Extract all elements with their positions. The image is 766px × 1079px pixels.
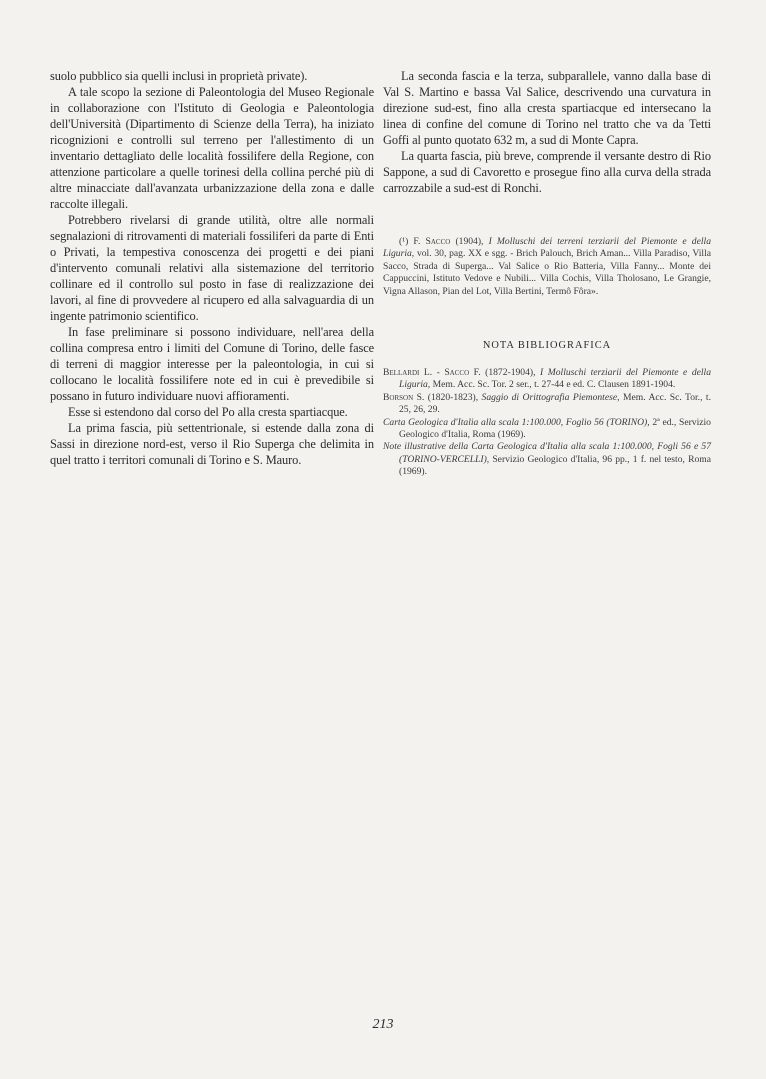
footnote-author: F. Sacco (413, 236, 451, 247)
ref-rest: 2ª ed., Servizio Geologico d'Italia, Roma (1969). (399, 416, 711, 441)
bibliography-entry (383, 441, 711, 478)
bibliography-entry (383, 392, 711, 417)
ref-year: (1820-1823), (427, 391, 479, 403)
ref-author: Borson S. (383, 391, 425, 403)
paragraph: A tale scopo la sezione di Paleontologia del Museo Regionale in collaborazione con l'Istituto di Geologia e Paleontologia dell'Università (Dipartimento di Scienze della Terra), ha iniziato ricognizioni e controlli sul terreno per l'allestimento di un inventario dettagliato delle località fossilifere della Regione, con attenzione particolare a quelle torinesi della collina perché più di altre minacciate dall'avanzata urbanizzazione della zona e dalle raccolte illegali. (50, 85, 374, 211)
paragraph: La seconda fascia e la terza, subparallele, vanno dalla base di Val S. Martino e bassa Val Salice, descrivendo una curvatura in direzione sud-est, fino alla cresta spartiacque ed intersecano la linea di confine del comune di Torino nel tratto che va da Tetti Goffi al punto quotato 632 m, a sud di Monte Capra. (383, 69, 711, 147)
ref-rest: Mem. Acc. Sc. Tor., t. 25, 26, 29. (399, 391, 711, 416)
ref-title: Carta Geologica d'Italia alla scala 1:100.000, Foglio 56 (TORINO), (383, 416, 650, 428)
paragraph: Esse si estendono dal corso del Po alla cresta spartiacque. (68, 405, 348, 419)
page-number: 213 (372, 1017, 394, 1032)
paragraph: In fase preliminare si possono individuare, nell'area della collina compresa entro i limiti del Comune di Torino, delle fasce di terreni di maggior interesse per la paleontologia, in cui si collocano le località fossilifere note ed in cui è prevedibile si possano in futuro individuare nuovi affioramenti. (50, 325, 374, 403)
bibliography-entry (383, 367, 711, 392)
footnote (383, 236, 711, 298)
ref-rest: Mem. Acc. Sc. Tor. 2 ser., t. 27-44 e ed. C. Clausen 1891-1904. (432, 379, 676, 391)
ref-rest: Servizio Geologico d'Italia, 96 pp., 1 f. nel testo, Roma (1969). (399, 453, 711, 478)
bibliography-heading: NOTA BIBLIOGRAFICA (482, 340, 612, 352)
ref-title: Note illustrative della Carta Geologica d'Italia alla scala 1:100.000, Fogli 56 e 57 (TORINO-VERCELLI), (383, 441, 711, 465)
ref-title: I Molluschi terziarii del Piemonte e della Liguria, (399, 367, 712, 391)
footnote-year: (1904), (455, 236, 484, 247)
ref-title: Saggio di Orittografia Piemontese, (481, 391, 620, 403)
bibliography-list (383, 367, 711, 479)
paragraph: Potrebbero rivelarsi di grande utilità, oltre alle normali segnalazioni di ritrovamenti di materiali fossiliferi da parte di Enti o Privati, la tempestiva conoscenza dei progetti e dei piani d'intervento comunali relativi alla sistemazione del territorio collinare ed il controllo sul posto in fase di realizzazione dei lavori, al fine di provvedere al ricupero ed alla salvaguardia di un ingente patrimonio scientifico. (50, 213, 374, 323)
left-column (50, 68, 374, 468)
footnote-rest: vol. 30, pag. XX e sgg. - Brich Palouch, Brich Aman... Villa Paradiso, Villa Sacco, Strada di Superga... Val Salice o Rio Batteria, Villa Fanny... Monte dei Cappuccini, Istituto Vedove e Nubili... Villa Cochis, Villa Tholosano, Le Grangie, Vigna Allason, Pian del Lot, Villa Bertini, Termô Fôra». (383, 248, 711, 297)
bibliography-entry (383, 417, 711, 442)
footnote-marker: (¹) (399, 236, 409, 247)
footnote-title: I Molluschi dei terreni terziarii del Piemonte e della Liguria, (383, 236, 711, 260)
paragraph: suolo pubblico sia quelli inclusi in proprietà private). (50, 69, 308, 83)
paragraph: La quarta fascia, più breve, comprende il versante destro di Rio Sappone, a sud di Cavoretto e prosegue fino alla curva della strada carrozzabile a sud-est di Ronchi. (383, 149, 711, 195)
right-body (383, 68, 711, 196)
ref-author: Bellardi L. - Sacco F. (383, 367, 481, 379)
paragraph: La prima fascia, più settentrionale, si estende dalla zona di Sassi in direzione nord-est, verso il Rio Superga che delimita in quel tratto i territori comunali di Torino e S. Mauro. (50, 421, 374, 467)
ref-year: (1872-1904), (485, 367, 536, 379)
right-column (383, 68, 711, 479)
